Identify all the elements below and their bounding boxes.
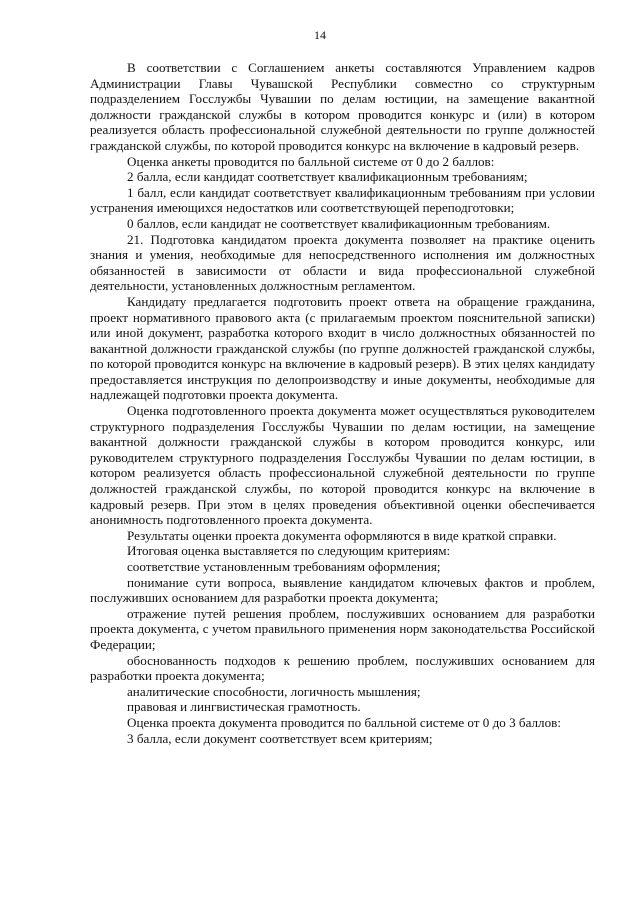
document-body xyxy=(90,60,595,746)
paragraph: 3 балла, если документ соответствует всем критериям; xyxy=(127,730,433,746)
paragraph: Оценка подготовленного проекта документа может осуществляться руководителем структурного подразделения Госслужбы Чувашии по делам юстиции, на замещение вакантной должности гражданской службы в котором проводится конкурс, или руководителем структурного подразделения Госслужбы Чувашии по делам юстиции, в котором реализуется область профессиональной служебной деятельности по группе должностей гражданской службы, по которой проводится конкурс на включение в кадровый резерв. При этом в целях проведения объективной оценки обеспечивается анонимность подготовленного проекта документа. xyxy=(90,403,595,528)
paragraph: 2 балла, если кандидат соответствует квалификационным требованиям; xyxy=(127,169,528,185)
paragraph: Оценка проекта документа проводится по балльной системе от 0 до 3 баллов: xyxy=(127,714,561,730)
paragraph: соответствие установленным требованиям оформления; xyxy=(127,559,441,574)
paragraph: 1 балл, если кандидат соответствует квалификационным требованиям при условии устранения имеющихся недостатков или соответствующей переподготовки; xyxy=(90,184,595,216)
paragraph: обоснованность подходов к решению проблем, послуживших основанием для разработки проекта документа; xyxy=(90,652,595,684)
paragraph: отражение путей решения проблем, послуживших основанием для разработки проекта документа, с учетом правильного применения норм законодательства Российской Федерации; xyxy=(90,605,595,652)
paragraph: 21. Подготовка кандидатом проекта документа позволяет на практике оценить знания и умения, необходимые для непосредственного исполнения им должностных обязанностей в зависимости от области и вида профессиональной служебной деятельности, установленных должностным регламентом. xyxy=(90,231,595,294)
page-number: 14 xyxy=(314,28,326,42)
paragraph: аналитические способности, логичность мышления; xyxy=(127,683,421,699)
paragraph: правовая и лингвистическая грамотность. xyxy=(127,699,361,715)
paragraph: В соответствии с Соглашением анкеты составляются Управлением кадров Администрации Главы Чувашской Республики совместно со структурным подразделением Госслужбы Чувашии по делам юстиции, на замещение вакантной должности гражданской службы в котором проводится конкурс и (или) в котором реализуется область профессиональной служебной деятельности по группе должностей гражданской службы, по которой проводится конкурс на включение в кадровый резерв. xyxy=(90,60,595,153)
paragraph: Результаты оценки проекта документа оформляются в виде краткой справки. xyxy=(127,527,557,543)
paragraph: понимание сути вопроса, выявление кандидатом ключевых фактов и проблем, послуживших основанием для разработки проекта документа; xyxy=(90,574,595,606)
paragraph: Оценка анкеты проводится по балльной системе от 0 до 2 баллов: xyxy=(127,153,495,169)
paragraph: Итоговая оценка выставляется по следующим критериям: xyxy=(127,543,451,559)
paragraph: 0 баллов, если кандидат не соответствует квалификационным требованиям. xyxy=(127,215,551,231)
paragraph: Кандидату предлагается подготовить проект ответа на обращение гражданина, проект нормативного правового акта (с прилагаемым проектом пояснительной записки) или иной документ, разработка которого входит в число должностных обязанностей по вакантной должности гражданской службы (по группе должностей гражданской службы, по которой проводится конкурс на включение в кадровый резерв). В этих целях кандидату предоставляется инструкция по делопроизводству и иные документы, необходимые для надлежащей подготовки проекта документа. xyxy=(90,293,595,403)
